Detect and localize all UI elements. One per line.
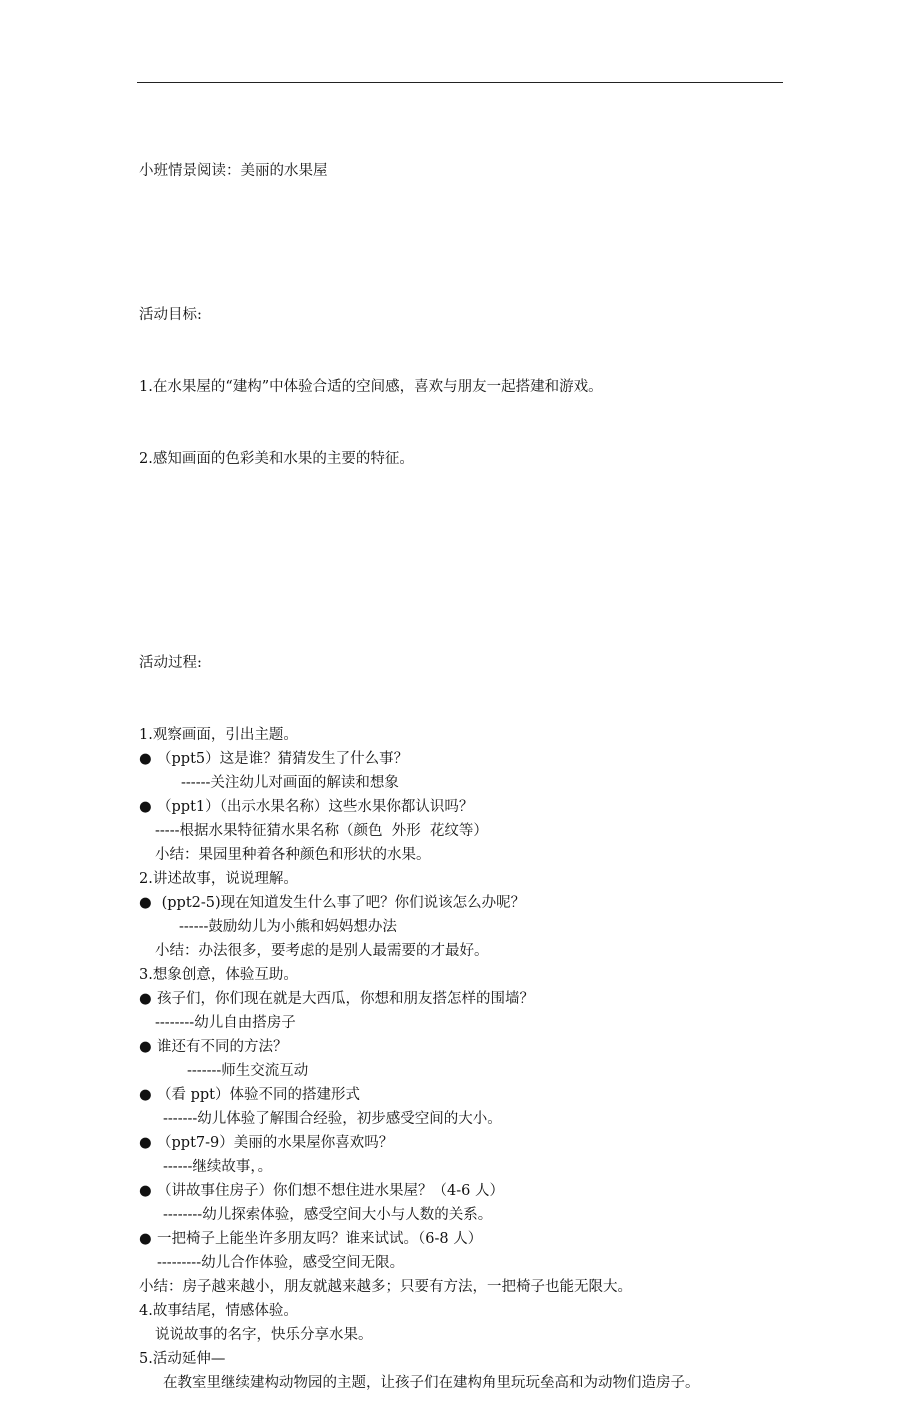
bullet-icon: ● [139,1183,152,1199]
goal-item: 1.在水果屋的“建构”中体验合适的空间感，喜欢与朋友一起搭建和游戏。 [139,379,603,395]
line-text: 5.活动延伸— [139,1351,226,1367]
process-line [139,1371,799,1395]
process-line [139,1299,799,1323]
process-line [139,939,799,963]
line-text: 小结：办法很多，要考虑的是别人最需要的才最好。 [155,943,489,959]
line-text: 1.观察画面，引出主题。 [139,727,298,743]
line-text: 2.讲述故事，说说理解。 [139,871,298,887]
process-line [139,1011,799,1035]
bullet-item [139,891,799,915]
bullet-icon: ● [139,991,152,1007]
line-text: 小结：果园里种着各种颜色和形状的水果。 [155,847,431,863]
spacer [139,519,799,543]
line-text: ------继续故事，。 [163,1159,273,1175]
process-line [139,723,799,747]
line-text: ------鼓励幼儿为小熊和妈妈想办法 [179,919,397,935]
bullet-icon: ● [139,1039,152,1055]
process-line [139,819,799,843]
line-text: 谁还有不同的方法？ [157,1039,288,1055]
line-text: 一把椅子上能坐许多朋友吗？谁来试试。（6-8 人） [157,1231,483,1247]
bullet-icon: ● [139,1231,152,1247]
line-text: （ppt7-9）美丽的水果屋你喜欢吗？ [157,1135,394,1151]
line-text: （ppt5）这是谁？猜猜发生了什么事？ [157,751,409,767]
process-line [139,867,799,891]
spacer [139,231,799,255]
process-list [139,723,799,1395]
line-text: 3.想象创意，体验互助。 [139,967,298,983]
line-text: 4.故事结尾，情感体验。 [139,1303,298,1319]
bullet-icon: ● [139,751,152,767]
header-rule [137,82,783,83]
process-line [139,1275,799,1299]
goals-heading: 活动目标: [139,307,202,323]
bullet-item [139,1035,799,1059]
process-line [139,1203,799,1227]
bullet-item [139,1131,799,1155]
process-line [139,1155,799,1179]
bullet-icon: ● [139,895,152,911]
document-body [139,111,799,1419]
line-text: 在教室里继续建构动物园的主题，让孩子们在建构角里玩玩垒高和为动物们造房子。 [163,1375,700,1391]
line-text: --------幼儿探索体验，感受空间大小与人数的关系。 [163,1207,493,1223]
line-text: （ppt1）（出示水果名称）这些水果你都认识吗？ [157,799,474,815]
process-line [139,1347,799,1371]
process-line [139,915,799,939]
process-line [139,1107,799,1131]
process-line [139,771,799,795]
line-text: 孩子们，你们现在就是大西瓜，你想和朋友搭怎样的围墙？ [157,991,534,1007]
line-text: ---------幼儿合作体验，感受空间无限。 [157,1255,405,1271]
line-text: -------师生交流互动 [187,1063,309,1079]
bullet-item [139,987,799,1011]
spacer [139,591,799,603]
process-line [139,1323,799,1347]
line-text: ------关注幼儿对画面的解读和想象 [181,775,399,791]
line-text: -----根据水果特征猜水果名称（颜色 外形 花纹等） [155,823,488,839]
process-heading: 活动过程: [139,655,202,671]
bullet-icon: ● [139,1087,152,1103]
bullet-item [139,1179,799,1203]
line-text: -------幼儿体验了解围合经验，初步感受空间的大小。 [163,1111,502,1127]
line-text: (ppt2-5)现在知道发生什么事了吧？你们说该怎么办呢？ [157,895,526,911]
line-text: 小结：房子越来越小，朋友就越来越多；只要有方法，一把椅子也能无限大。 [139,1279,632,1295]
process-line [139,1059,799,1083]
process-line [139,843,799,867]
bullet-item [139,747,799,771]
line-text: （看 ppt）体验不同的搭建形式 [157,1087,360,1103]
bullet-icon: ● [139,1135,152,1151]
document-title: 小班情景阅读：美丽的水果屋 [139,163,328,179]
process-line [139,963,799,987]
line-text: （讲故事住房子）你们想不想住进水果屋？（4-6 人） [157,1183,504,1199]
bullet-icon: ● [139,799,152,815]
line-text: 说说故事的名字，快乐分享水果。 [155,1327,373,1343]
bullet-item [139,795,799,819]
bullet-item [139,1227,799,1251]
process-line [139,1251,799,1275]
goal-item: 2.感知画面的色彩美和水果的主要的特征。 [139,451,414,467]
bullet-item [139,1083,799,1107]
line-text: --------幼儿自由搭房子 [155,1015,296,1031]
